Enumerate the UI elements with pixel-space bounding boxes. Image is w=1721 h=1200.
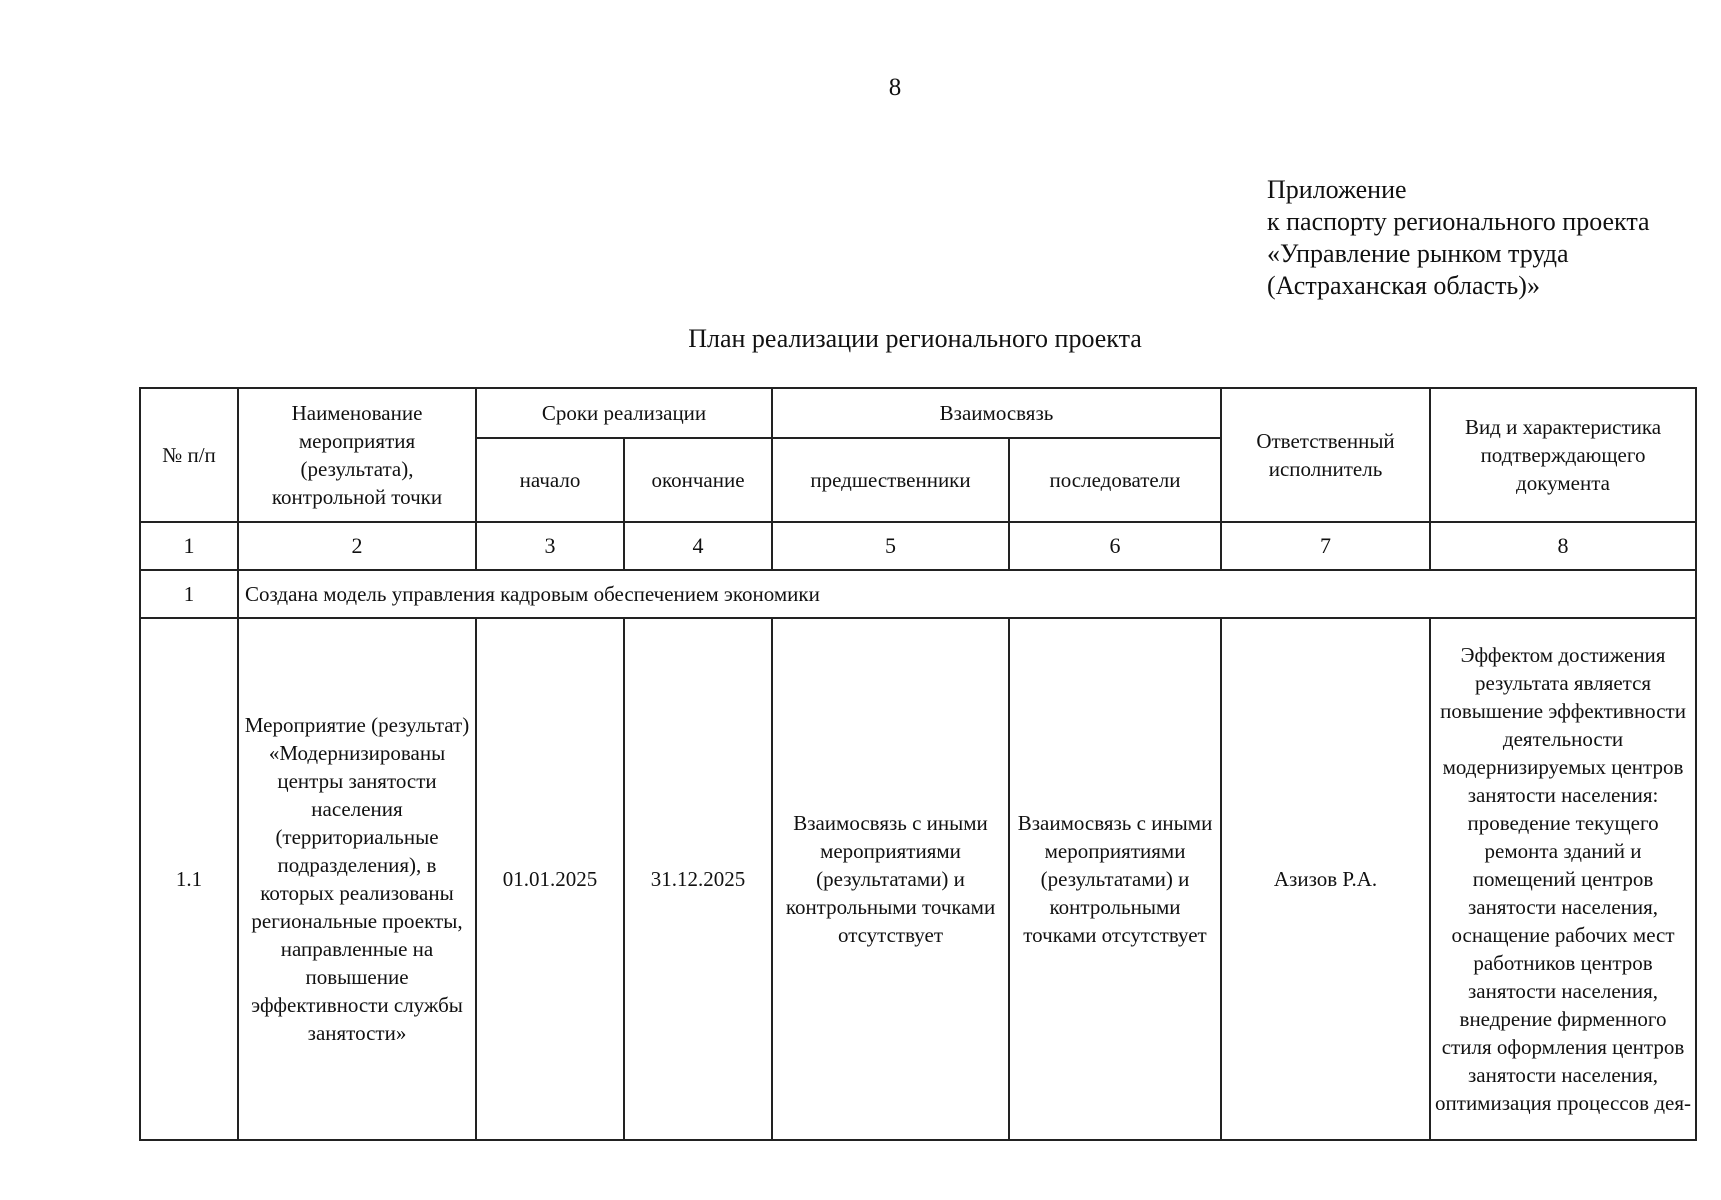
row-predecessors: Взаимосвязь с иными мероприятиями (результатами) и контрольными точками отсутствует	[772, 618, 1009, 1140]
column-number: 5	[772, 522, 1009, 570]
header-executor: Ответственный исполнитель	[1221, 388, 1430, 522]
plan-table	[139, 387, 1697, 1141]
column-number: 8	[1430, 522, 1696, 570]
column-number: 4	[624, 522, 772, 570]
document-title: План реализации регионального проекта	[688, 324, 1142, 353]
row-successors: Взаимосвязь с иными мероприятиями (результатами) и контрольными точками отсутствует	[1009, 618, 1221, 1140]
header-name: Наименование мероприятия (результата), контрольной точки	[238, 388, 476, 522]
appendix-line: «Управление рынком труда	[1267, 239, 1569, 268]
row-document: Эффектом достижения результата является повышение эффективности деятельности модернизируемых центров занятости населения: проведение текущего ремонта зданий и помещений центров занятости населения, оснащение рабочих мест работников центров занятости населения, внедрение фирменного стиля оформления центров занятости населения, оптимизация процессов дея-	[1430, 618, 1696, 1140]
row-end: 31.12.2025	[624, 618, 772, 1140]
page-number: 8	[888, 74, 902, 101]
column-number: 1	[140, 522, 238, 570]
header-document: Вид и характеристика подтверждающего документа	[1430, 388, 1696, 522]
row-start: 01.01.2025	[476, 618, 624, 1140]
column-number: 2	[238, 522, 476, 570]
header-successors: последователи	[1009, 438, 1221, 522]
header-num: № п/п	[140, 388, 238, 522]
header-link: Взаимосвязь	[772, 388, 1221, 438]
appendix-block	[1267, 174, 1650, 302]
header-terms: Сроки реализации	[476, 388, 772, 438]
column-number: 3	[476, 522, 624, 570]
section-title: Создана модель управления кадровым обеспечением экономики	[238, 570, 1696, 618]
column-number: 7	[1221, 522, 1430, 570]
header-start: начало	[476, 438, 624, 522]
section-row	[140, 570, 1696, 618]
header-end: окончание	[624, 438, 772, 522]
row-name: Мероприятие (результат) «Модернизированы центры занятости населения (территориальные подразделения), в которых реализованы региональные проекты, направленные на повышение эффективности службы занятости»	[238, 618, 476, 1140]
appendix-line: к паспорту регионального проекта	[1267, 207, 1650, 236]
appendix-line: (Астраханская область)»	[1267, 271, 1540, 300]
header-predecessors: предшественники	[772, 438, 1009, 522]
row-executor: Азизов Р.А.	[1221, 618, 1430, 1140]
row-num: 1.1	[140, 618, 238, 1140]
table-row	[140, 618, 1696, 1140]
section-num: 1	[140, 570, 238, 618]
appendix-line: Приложение	[1267, 175, 1407, 204]
column-number: 6	[1009, 522, 1221, 570]
